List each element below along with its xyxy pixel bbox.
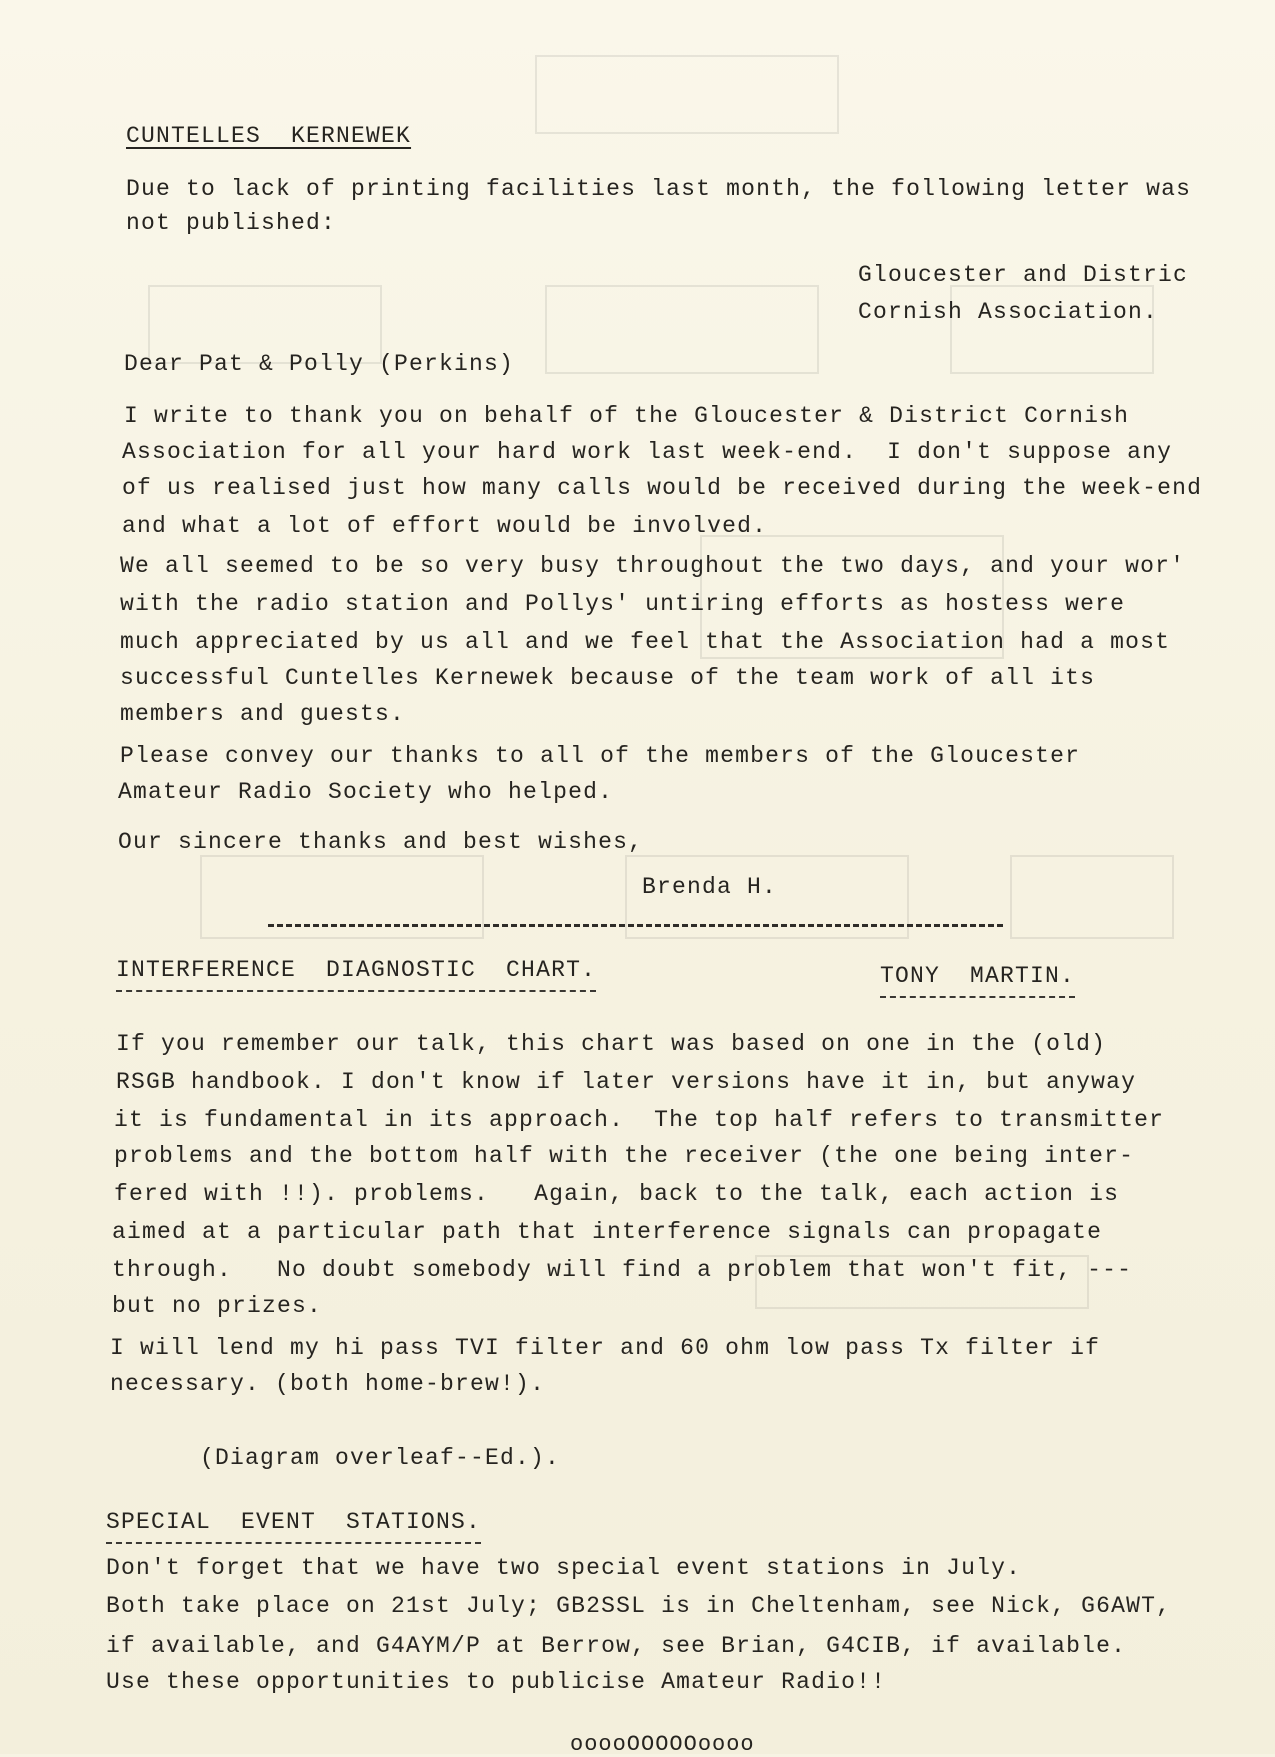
letter-line: successful Cuntelles Kernewek because of the team work of all its bbox=[120, 665, 1096, 691]
letter-line: with the radio station and Pollys' untiring efforts as hostess were bbox=[120, 591, 1126, 617]
chart-text-line: it is fundamental in its approach. The top half refers to transmitter bbox=[114, 1107, 1165, 1133]
letter-line: of us realised just how many calls would be received during the week-end bbox=[122, 475, 1203, 501]
chart-text-line: fered with !!). problems. Again, back to the talk, each action is bbox=[114, 1181, 1120, 1207]
event-line: Both take place on 21st July; GB2SSL is in Cheltenham, see Nick, G6AWT, bbox=[106, 1593, 1172, 1619]
show-through-box bbox=[535, 55, 839, 134]
letter-line: Association for all your hard work last week-end. I don't suppose any bbox=[122, 439, 1173, 465]
chart-text-line: I will lend my hi pass TVI filter and 60 ohm low pass Tx filter if bbox=[110, 1335, 1101, 1361]
intro-line: Due to lack of printing facilities last month, the following letter was bbox=[126, 176, 1192, 202]
chart-text-line: necessary. (both home-brew!). bbox=[110, 1371, 546, 1397]
chart-text-line: through. No doubt somebody will find a problem that won't fit, --- bbox=[112, 1257, 1133, 1283]
section-divider bbox=[268, 924, 1003, 927]
letter-line: I write to thank you on behalf of the Gloucester & District Cornish bbox=[124, 403, 1130, 429]
event-line: Don't forget that we have two special event stations in July. bbox=[106, 1555, 1022, 1581]
editor-note: (Diagram overleaf--Ed.). bbox=[200, 1445, 561, 1471]
address-line: Cornish Association. bbox=[858, 299, 1159, 325]
chart-text-line: aimed at a particular path that interference signals can propagate bbox=[112, 1219, 1103, 1245]
chart-text-line: If you remember our talk, this chart was based on one in the (old) bbox=[116, 1031, 1107, 1057]
show-through-box bbox=[545, 285, 819, 374]
letter-line: members and guests. bbox=[120, 701, 406, 727]
chart-text-line: but no prizes. bbox=[112, 1293, 323, 1319]
footer-ornament: ooooOOOOOoooo bbox=[570, 1732, 755, 1757]
letter-line: and what a lot of effort would be involved. bbox=[122, 513, 768, 539]
cuntelles-heading: CUNTELLES KERNEWEK bbox=[126, 123, 412, 149]
signature: Brenda H. bbox=[642, 874, 778, 900]
interference-heading: INTERFERENCE DIAGNOSTIC CHART. bbox=[116, 956, 596, 992]
chart-text-line: problems and the bottom half with the receiver (the one being inter- bbox=[114, 1143, 1135, 1169]
event-line: if available, and G4AYM/P at Berrow, see Brian, G4CIB, if available. bbox=[106, 1633, 1127, 1659]
show-through-box bbox=[1010, 855, 1174, 939]
letter-line: much appreciated by us all and we feel that the Association had a most bbox=[120, 629, 1171, 655]
letter-line: Please convey our thanks to all of the members of the Gloucester bbox=[120, 743, 1081, 769]
intro-line: not published: bbox=[126, 210, 337, 236]
letter-line: We all seemed to be so very busy throughout the two days, and your wor' bbox=[120, 553, 1186, 579]
address-line: Gloucester and Distric bbox=[858, 262, 1189, 288]
chart-text-line: RSGB handbook. I don't know if later versions have it in, but anyway bbox=[116, 1069, 1137, 1095]
letter-line: Amateur Radio Society who helped. bbox=[118, 779, 614, 805]
author-name: TONY MARTIN. bbox=[880, 962, 1075, 998]
closing: Our sincere thanks and best wishes, bbox=[118, 829, 644, 855]
special-events-heading: SPECIAL EVENT STATIONS. bbox=[106, 1508, 481, 1544]
event-line: Use these opportunities to publicise Amateur Radio!! bbox=[106, 1669, 887, 1695]
salutation: Dear Pat & Polly (Perkins) bbox=[124, 351, 515, 377]
